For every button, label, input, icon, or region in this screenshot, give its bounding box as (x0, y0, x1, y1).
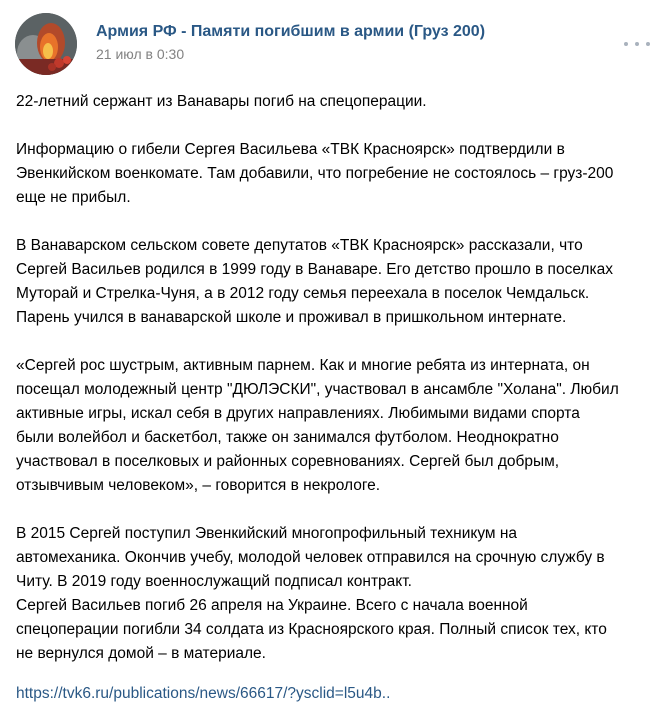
paragraph-5: В 2015 Сергей поступил Эвенкийский многопрофильный техникум на автомеханика. Окончив учебу, молодой человек отправился на срочную службу в Читу. В 2019 году военнослужащий подписал контракт. Сергей Васильев погиб 26 апреля на Украине. Всего с начала военной спецоперации погибли 34 солдата из Красноярского края. Полный список тех, кто не вернулся домой – в материале. (16, 525, 607, 662)
paragraph-3: В Ванаварском сельском совете депутатов «ТВК Красноярск» рассказали, что Сергей Васильев родился в 1999 году в Ванаваре. Его детство прошло в поселках Муторай и Стрелка-Чуня, а в 2012 году семья переехала в поселок Чемдальск. Парень учился в ванаварской школе и проживал в пришкольном интернате. (16, 237, 613, 326)
dot (646, 42, 650, 46)
source-link[interactable]: https://tvk6.ru/publications/news/66617/?ysclid=l5u4b.. (16, 685, 391, 702)
community-name[interactable]: Армия РФ - Памяти погибшим в армии (Груз 200) (96, 23, 486, 40)
more-dots-icon[interactable] (624, 37, 650, 51)
candle-flame-icon (15, 13, 77, 75)
paragraph-2: Информацию о гибели Сергея Васильева «ТВК Красноярск» подтвердили в Эвенкийском военкомате. Там добавили, что погребение не состоялось – груз-200 еще не прибыл. (16, 141, 614, 206)
paragraph-4: «Сергей рос шустрым, активным парнем. Как и многие ребята из интерната, он посещал молодежный центр "ДЮЛЭСКИ", участвовал в ансамбле "Холана". Любил активные игры, искал себя в других направлениях. Любимыми видами спорта были волейбол и баскетбол, также он занимался футболом. Неоднократно участвовал в поселковых и районных соревнованиях. Сергей был добрым, отзывчивым человеком», – говорится в некрологе. (16, 357, 619, 494)
community-avatar[interactable] (15, 13, 77, 75)
post-text (16, 90, 656, 690)
post-date[interactable]: 21 июл в 0:30 (96, 46, 185, 62)
paragraph-1: 22-летний сержант из Ванавары погиб на спецоперации. (16, 93, 427, 110)
dot (635, 42, 639, 46)
dot (624, 42, 628, 46)
